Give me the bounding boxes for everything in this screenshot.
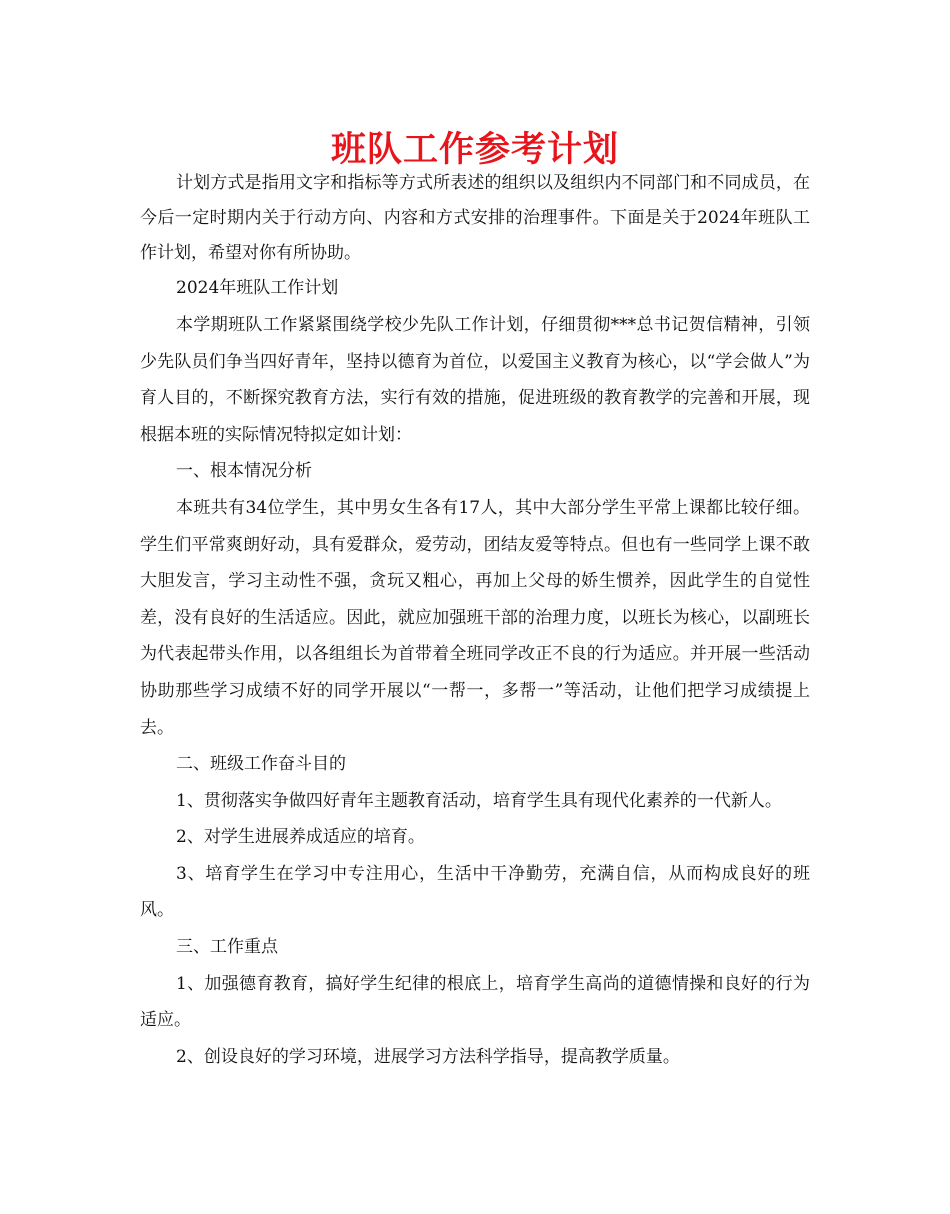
plan-subtitle: 2024年班队工作计划 <box>176 278 339 299</box>
section-heading-goals: 二、班级工作奋斗目的 <box>176 754 346 775</box>
key-work-item-1: 1、加强德育教育，搞好学生纪律的根底上，培育学生高尚的道德情操和良好的行为适应。 <box>140 973 810 1031</box>
goal-item-2: 2、对学生进展养成适应的培育。 <box>176 827 425 848</box>
goal-item-1: 1、贯彻落实争做四好青年主题教育活动，培育学生具有现代化素养的一代新人。 <box>176 790 782 811</box>
basic-analysis-paragraph: 本班共有34位学生，其中男女生各有17人，其中大部分学生平常上课都比较仔细。学生们平常爽朗好动，具有爱群众，爱劳动，团结友爱等特点。但也有一些同学上课不敢大胆发言，学习主动性不强，贪玩又粗心，再加上父母的娇生惯养，因此学生的自觉性差，没有良好的生活适应。因此，就应加强班干部的治理力度，以班长为核心，以副班长为代表起带头作用，以各组组长为首带着全班同学改正不良的行为适应。并开展一些活动协助那些学习成绩不好的同学开展以“一帮一，多帮一”等活动，让他们把学习成绩提上去。 <box>140 497 810 738</box>
page-title: 班队工作参考计划 <box>330 130 619 170</box>
key-work-item-2: 2、创设良好的学习环境，进展学习方法科学指导，提高教学质量。 <box>176 1046 680 1067</box>
document-body <box>140 166 810 1075</box>
section-heading-basic-analysis: 一、根本情况分析 <box>176 461 312 482</box>
overview-paragraph: 本学期班队工作紧紧围绕学校少先队工作计划，仔细贯彻***总书记贺信精神，引领少先队员们争当四好青年，坚持以德育为首位，以爱国主义教育为核心，以“学会做人”为育人目的，不断探究教育方法，实行有效的措施，促进班级的教育教学的完善和开展，现根据本班的实际情况特拟定如计划： <box>140 314 810 445</box>
section-heading-key-work: 三、工作重点 <box>176 937 278 958</box>
intro-paragraph: 计划方式是指用文字和指标等方式所表述的组织以及组织内不同部门和不同成员，在今后一定时期内关于行动方向、内容和方式安排的治理事件。下面是关于2024年班队工作计划，希望对你有所协助。 <box>140 173 810 263</box>
goal-item-3: 3、培育学生在学习中专注用心，生活中干净勤劳，充满自信，从而构成良好的班风。 <box>140 863 810 921</box>
